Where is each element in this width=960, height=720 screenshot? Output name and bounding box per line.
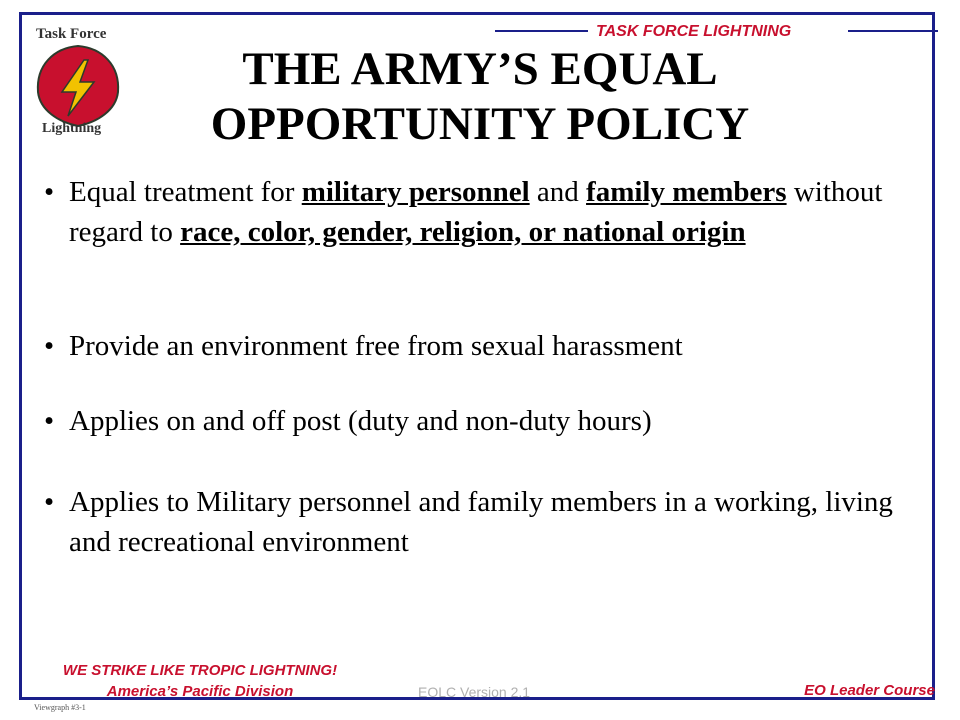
logo-bottom-text: Lightning [42, 121, 102, 136]
bullet-dot-icon: • [44, 176, 55, 208]
header-line-left [495, 30, 588, 32]
underlined-term: family members [586, 176, 787, 208]
bullet-text: Applies on and off post (duty and non-duty hours) [69, 405, 652, 437]
header-line-right [848, 30, 938, 32]
bullet-sexual-harassment [44, 326, 924, 366]
bullet-text-part: and [529, 176, 587, 208]
viewgraph-number: Viewgraph #3-1 [34, 703, 86, 712]
logo-top-text: Task Force [36, 26, 107, 42]
bullet-text-part: without regard to [69, 176, 883, 248]
title-line-2: OPPORTUNITY POLICY [210, 98, 750, 150]
bullet-on-off-post [44, 401, 924, 441]
bullet-equal-treatment [44, 172, 924, 252]
underlined-term: race, color, gender, religion, or national origin [180, 216, 746, 248]
footer-motto-block [20, 660, 380, 702]
bullet-text-part: Equal treatment for [69, 176, 302, 208]
bullet-text [44, 172, 924, 252]
slide-title [170, 42, 790, 152]
bullet-dot-icon: • [44, 486, 55, 518]
bullet-text: Provide an environment free from sexual harassment [69, 330, 683, 362]
version-label: EOLC Version 2.1 [418, 684, 531, 700]
course-name: EO Leader Course [804, 682, 935, 699]
bullet-dot-icon: • [44, 330, 55, 362]
task-force-lightning-logo [28, 20, 138, 138]
bullet-dot-icon: • [44, 405, 55, 437]
bullet-text: Applies to Military personnel and family members in a working, living and recreational environment [69, 486, 893, 558]
org-name: TASK FORCE LIGHTNING [596, 23, 792, 40]
bullet-applies-to [44, 482, 924, 562]
underlined-term: military personnel [301, 176, 530, 208]
title-line-1: THE ARMY’S EQUAL [242, 43, 718, 95]
footer-motto: WE STRIKE LIKE TROPIC LIGHTNING! [62, 662, 338, 679]
footer-division: America’s Pacific Division [106, 683, 294, 700]
